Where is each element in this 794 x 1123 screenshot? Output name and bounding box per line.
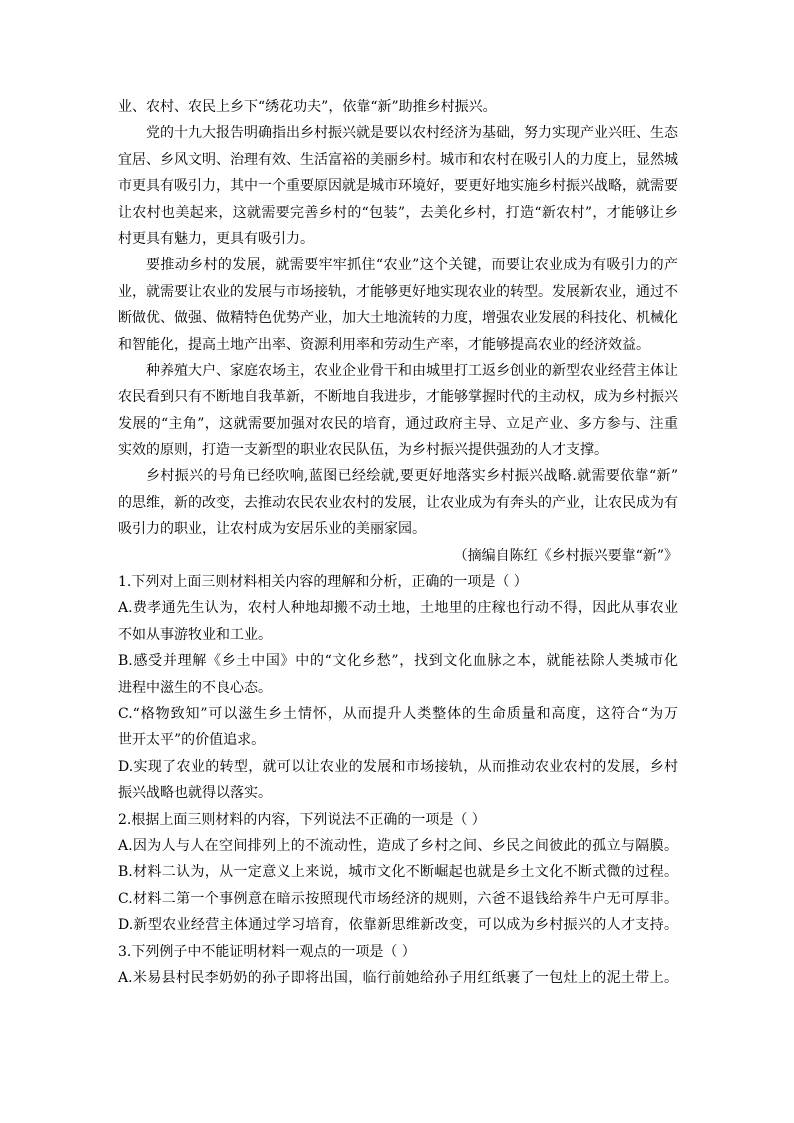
- passage-line: 党的十九大报告明确指出乡村振兴就是要以农村经济为基础，努力实现产业兴旺、生态: [146, 125, 678, 142]
- question-stem: 1.下列对上面三则材料相关内容的理解和分析，正确的一项是（ ）: [118, 574, 528, 591]
- option-a: A.米易县村民李奶奶的孙子即将出国，临行前她给孙子用红纸裹了一包灶上的泥土带上。: [118, 969, 678, 986]
- passage-line: 农民看到只有不断地自我革新，不断地自我进步，才能够掌握时代的主动权，成为乡村振兴: [118, 389, 678, 406]
- source-citation: （摘编自陈红《乡村振兴要靠“新”》: [453, 547, 678, 564]
- option-c: C.材料二第一个事例意在暗示按照现代市场经济的规则，六爸不退钱给养牛户无可厚非。: [118, 890, 678, 907]
- paragraph-agriculture: [118, 252, 678, 358]
- option-b: B.材料二认为，从一定意义上来说，城市文化不断崛起也就是乡土文化不断式微的过程。: [118, 864, 678, 881]
- option-d-continued: 振兴战略也就得以落实。: [118, 785, 272, 802]
- passage-line: 和智能化，提高土地产出率、资源利用率和劳动生产率，才能够提高农业的经济效益。: [118, 336, 650, 353]
- passage-line: 村更具有魅力，更具有吸引力。: [118, 230, 314, 247]
- option-a: A.费孝通先生认为，农村人种地却搬不动土地，土地里的庄稼也行动不得，因此从事农业: [118, 600, 678, 617]
- option-a: A.因为人与人在空间排列上的不流动性，造成了乡村之间、乡民之间彼此的孤立与隔膜。: [118, 837, 678, 854]
- passage-line: 发展的“主角”，这就需要加强对农民的培育，通过政府主导、立足产业、多方参与、注重: [118, 415, 678, 432]
- passage-line: 断做优、做强、做精特色优势产业，加大土地流转的力度，增强农业发展的科技化、机械化: [118, 310, 678, 327]
- question-stem: 3.下列例子中不能证明材料一观点的一项是（ ）: [118, 943, 416, 960]
- question-2: [118, 807, 678, 939]
- passage-line: 吸引力的职业，让农村成为安居乐业的美丽家园。: [118, 521, 426, 538]
- option-c: C.“格物致知”可以滋生乡土情怀，从而提升人类整体的生命质量和高度，这符合“为万: [118, 705, 678, 722]
- passage-line: 乡村振兴的号角已经吹响,蓝图已经绘就,要更好地落实乡村振兴战略.就需要依靠“新”: [146, 468, 678, 485]
- passage-line: 实效的原则，打造一支新型的职业农民队伍，为乡村振兴提供强劲的人才支撑。: [118, 442, 608, 459]
- question-3: [118, 939, 678, 992]
- paragraph-farmers: [118, 358, 678, 464]
- passage-line: 的思维，新的改变，去推动农民农业农村的发展，让农业成为有奔头的产业，让农民成为有: [118, 494, 678, 511]
- passage-line: 种养殖大户、家庭农场主，农业企业骨干和由城里打工返乡创业的新型农业经营主体让: [146, 362, 678, 379]
- option-d: D.新型农业经营主体通过学习培育，依靠新思维新改变，可以成为乡村振兴的人才支持。: [118, 917, 678, 934]
- passage-line: 让农村也美起来，这就需要完善乡村的“包装”，去美化乡村，打造“新农村”，才能够让乡: [118, 204, 678, 221]
- paragraph-policy: [118, 120, 678, 252]
- document-body: [118, 94, 678, 991]
- option-b: B.感受并理解《乡土中国》中的“文化乡愁”，找到文化血脉之本，就能祛除人类城市化: [118, 653, 678, 670]
- passage-line: 市更具有吸引力，其中一个重要原因就是城市环境好，要更好地实施乡村振兴战略，就需要: [118, 178, 678, 195]
- option-a-continued: 不如从事游牧业和工业。: [118, 626, 272, 643]
- option-c-continued: 世开太平”的价值追求。: [118, 732, 266, 749]
- question-1: [118, 569, 678, 807]
- passage-line: 宜居、乡风文明、治理有效、生活富裕的美丽乡村。城市和农村在吸引人的力度上，显然城: [118, 151, 678, 168]
- option-b-continued: 进程中滋生的不良心态。: [118, 679, 272, 696]
- passage-line: 业、农村、农民上乡下“绣花功夫”，依靠“新”助推乡村振兴。: [118, 99, 497, 115]
- question-stem: 2.根据上面三则材料的内容，下列说法不正确的一项是（ ）: [118, 811, 486, 828]
- paragraph-conclusion: [118, 463, 678, 542]
- passage: [118, 94, 678, 569]
- passage-line: 业，就需要让农业的发展与市场接轨，才能够更好地实现农业的转型。发展新农业，通过不: [118, 283, 678, 300]
- option-d: D.实现了农业的转型，就可以让农业的发展和市场接轨，从而推动农业农村的发展，乡村: [118, 758, 678, 775]
- passage-line: 要推动乡村的发展，就需要牢牢抓住“农业”这个关键，而要让农业成为有吸引力的产: [146, 257, 678, 274]
